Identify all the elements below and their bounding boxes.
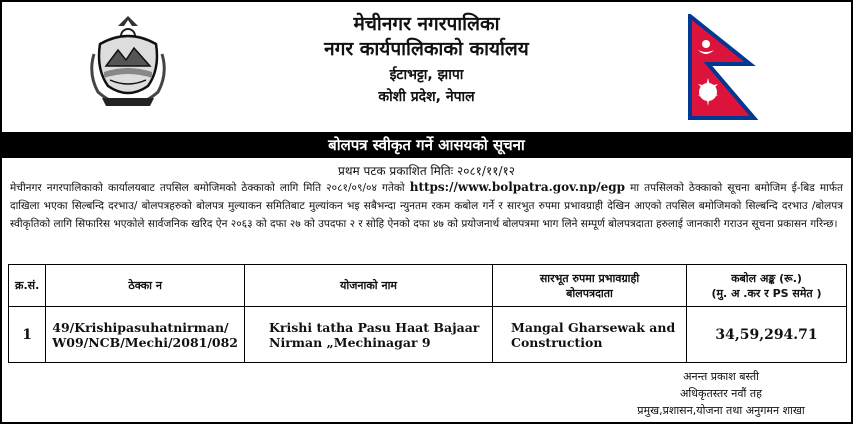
col-bidder-line2: बोलपत्रदाता [566,286,613,300]
row-contract [46,307,245,363]
header [2,2,851,130]
province-country: कोशी प्रदेश, नेपाल [378,89,475,105]
table-row [9,307,847,363]
col-amount-line2: (मु. अ .कर र PS समेत ) [711,286,822,300]
col-amount [687,265,847,307]
office-name: नगर कार्यपालिकाको कार्यालय [324,38,529,60]
row-project-line2: Nirman „Mechinagar 9 [269,334,431,350]
signatory-name: अनन्त प्रकाश बस्ती [683,370,759,383]
row-contract-line2: W09/NCB/Mechi/2081/082 [52,334,239,350]
nepal-flag-icon [688,14,760,120]
row-project [245,307,493,363]
row-amount: 34,59,294.71 [687,307,847,363]
row-bidder-line1: Mangal Gharsewak and [511,319,676,335]
row-bidder-line2: Construction [511,334,603,350]
col-sn: क्र.सं. [9,265,46,307]
notice-banner: बोलपत्र स्वीकृत गर्ने आसयको सूचना [2,132,851,158]
bolpatra-url: https://www.bolpatra.gov.np/egp [409,180,626,194]
body-part-2: मा तपसिलको ठेक्काको सूचना बमोजिम ई-बिड मार्फत दाखिला भएका सिल्बन्दि दरभाउ/ बोलपत्रहरुको बोलपत्र मुल्याकन समितिबाट मुल्यांकन भइ सबैभन्दा न्युनतम रकम कबोल गर्ने र सारभुत रुपमा प्रभावग्राही देखिन आएको तपसिल बमोजिमको सिल्बन्दि दरभाउ /बोलपत्र स्वीकृतिको लागि सिफारिस भएकोले सार्वजनिक खरिद ऐन २०६३ को दफा २७ को उपदफा २ र सोहि ऐनको दफा ४७ को प्रयोजनार्थ बोलपत्रमा भाग लिने सम्पूर्ण बोलपत्रदाता हरुलाई जानकारी गराउन सूचना प्रकासन गरिन्छ। [10,182,843,230]
table-header-row [9,265,847,307]
row-contract-line1: 49/Krishipasuhatnirman/ [52,319,229,335]
notice-body [10,178,843,233]
col-bidder-line1: सारभूत रुपमा प्रभावग्राही [539,271,640,285]
col-project: योजनाको नाम [245,265,493,307]
row-sn: 1 [9,307,46,363]
row-project-line1: Krishi tatha Pasu Haat Bajaar [269,319,480,335]
col-contract: ठेक्का न [46,265,245,307]
signature-block [601,368,841,419]
signatory-title: अधिकृतस्तर नवौं तह [680,387,762,400]
office-address: ईटाभट्टा, झापा [389,67,464,83]
col-bidder [493,265,687,307]
publication-date: प्रथम पटक प्रकाशित मितिः २०८१/११/१२ [338,164,515,178]
award-table [8,264,847,363]
municipality-name: मेचीनगर नगरपालिका [353,13,500,35]
col-amount-line1: कबोल अङ्क (रू.) [731,271,802,285]
body-part-1: मेचीनगर नगरपालिकाको कार्यालयबाट तपसिल बमोजिमको ठेक्काको लागि मिति २०८१/०९/०४ गतेको [10,182,410,194]
signatory-office: प्रमुख,प्रशासन,योजना तथा अनुगमन शाखा [637,404,805,417]
row-bidder [493,307,687,363]
